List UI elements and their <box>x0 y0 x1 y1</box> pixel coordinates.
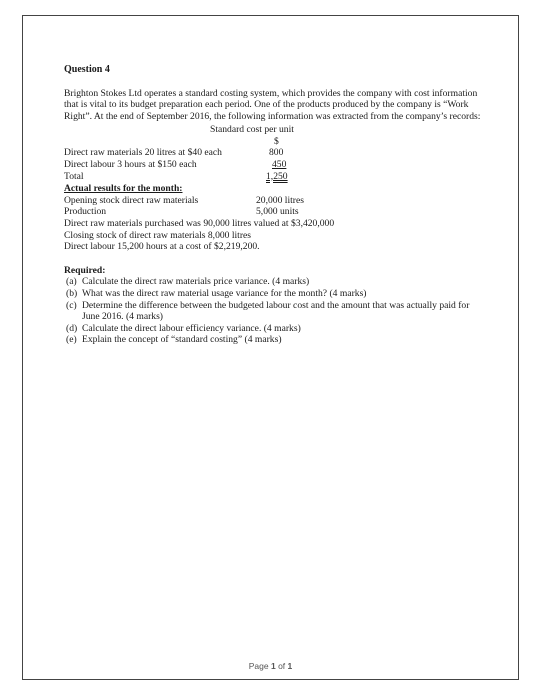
item-label: (d) <box>66 322 78 334</box>
document-page <box>22 15 519 680</box>
required-item-a <box>66 276 484 288</box>
required-item-c <box>66 300 484 323</box>
row-value: 1,250 <box>266 170 288 182</box>
item-text: Calculate the direct labour efficiency variance. (4 marks) <box>82 322 301 334</box>
item-text: Explain the concept of “standard costing” (4 marks) <box>82 334 282 346</box>
row-value: 450 <box>272 158 287 170</box>
page-of: of <box>278 661 286 671</box>
currency-symbol: $ <box>274 136 279 148</box>
item-label: (c) <box>66 299 77 311</box>
row-label: Direct labour 3 hours at $150 each <box>64 158 197 170</box>
document-content <box>64 64 484 346</box>
standard-cost-header <box>64 124 484 136</box>
item-text: Calculate the direct raw materials price variance. (4 marks) <box>82 276 310 288</box>
item-text: Determine the difference between the budgeted labour cost and the amount that was actually paid for June 2016. (4 marks) <box>82 299 470 323</box>
standard-cost-title: Standard cost per unit <box>210 124 294 136</box>
item-text: What was the direct raw material usage variance for the month? (4 marks) <box>82 287 367 299</box>
row-label: Opening stock direct raw materials <box>64 194 199 206</box>
item-label: (e) <box>66 334 77 346</box>
actual-row-opening-stock <box>64 195 484 207</box>
required-item-d <box>66 323 484 335</box>
row-label: Total <box>64 170 84 182</box>
page-label: Page <box>248 661 269 671</box>
standard-row-materials <box>64 147 484 159</box>
question-intro: Brighton Stokes Ltd operates a standard costing system, which provides the company with cost information that is vital to its budget preparation each period. One of the products produced by the company is “Work Right”. At the end of September 2016, the following information was extracted from the company’s records: <box>64 87 481 122</box>
row-value: 5,000 units <box>256 206 299 218</box>
standard-row-total <box>64 171 484 183</box>
row-value: 800 <box>269 147 284 159</box>
page-current: 1 <box>270 661 276 671</box>
actual-results-heading: Actual results for the month: <box>64 183 183 195</box>
actual-row-production <box>64 206 484 218</box>
question-title: Question 4 <box>64 64 110 75</box>
actual-line-labour: Direct labour 15,200 hours at a cost of $2,219,200. <box>64 241 260 253</box>
row-value: 20,000 litres <box>256 194 304 206</box>
page-total: 1 <box>287 661 293 671</box>
row-label: Direct raw materials 20 litres at $40 each <box>64 147 222 159</box>
item-label: (a) <box>66 276 77 288</box>
required-title: Required: <box>64 264 106 276</box>
required-item-b <box>66 288 484 300</box>
required-list <box>64 276 484 346</box>
row-label: Production <box>64 206 107 218</box>
currency-header <box>64 136 484 147</box>
item-label: (b) <box>66 287 78 299</box>
actual-line-closing-stock: Closing stock of direct raw materials 8,000 litres <box>64 229 252 241</box>
required-item-e <box>66 334 484 346</box>
page-footer <box>23 661 518 671</box>
actual-line-purchases: Direct raw materials purchased was 90,000 litres valued at $3,420,000 <box>64 217 335 229</box>
standard-row-labour <box>64 159 484 171</box>
